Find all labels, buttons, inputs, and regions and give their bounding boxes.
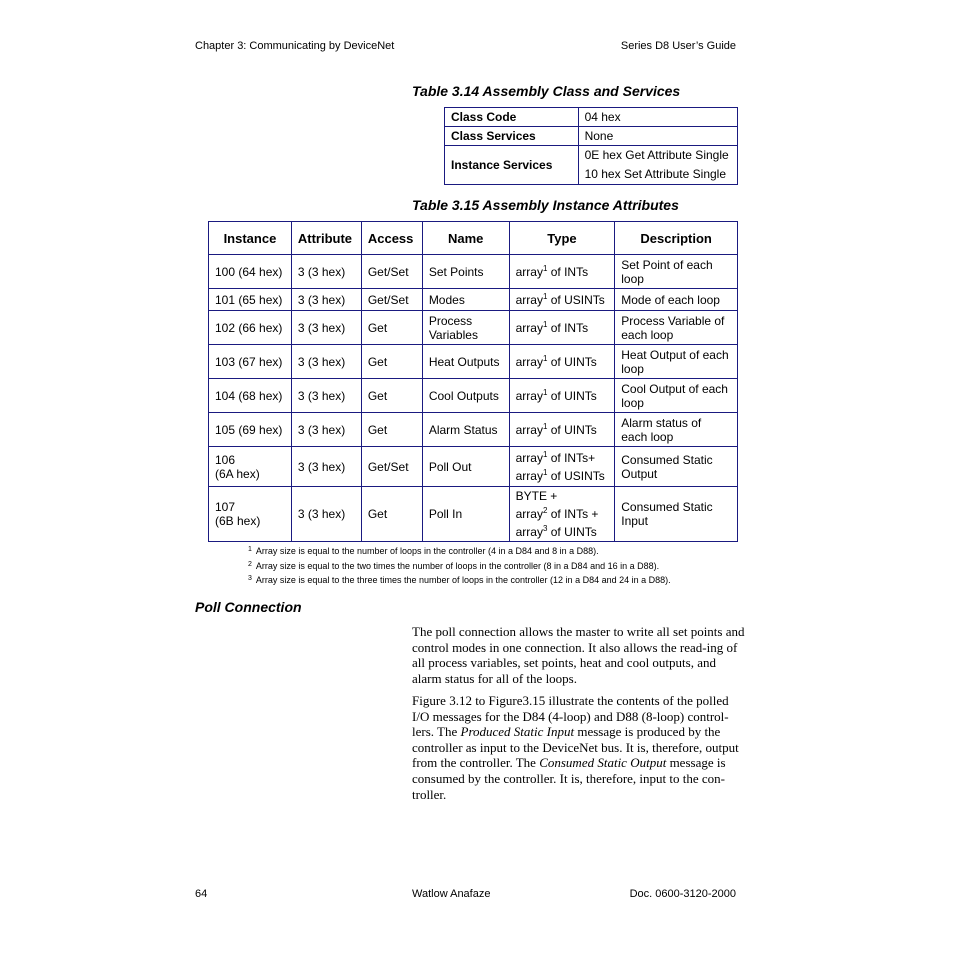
footer-doc-number: Doc. 0600-3120-2000 [629,888,736,900]
description-cell [615,255,738,289]
type-base: array [515,292,543,307]
description-cell-line: Consumed Static [621,452,713,467]
table-3-15-caption: Table 3.15 Assembly Instance Attributes [412,197,679,213]
instance-cell-line: (6B hex) [215,514,261,528]
type-base: array [515,264,543,279]
footnote-text: Array size is equal to the two times the number of loops in the controller (8 in a D84 and 16 in a D88). [255,561,660,571]
access-cell: Get [361,345,422,379]
footnote-1 [248,546,599,556]
table-row [209,255,738,289]
access-cell: Get [361,379,422,413]
table-row [209,447,738,487]
type-line [516,291,609,309]
type-line [516,387,609,405]
instance-service-item: 10 hex Set Attribute Single [584,167,727,181]
description-cell [615,311,738,345]
footnote-ref: 1 [542,319,548,329]
instance-cell [209,255,292,289]
col-header-type: Type [509,222,615,255]
type-cell [509,379,615,413]
name-cell [422,487,509,542]
instance-cell [209,413,292,447]
instance-cell-line: 104 (68 hex) [215,388,283,403]
footnote-text: Array size is equal to the three times the number of loops in the controller (12 in a D84 and 24 in a D88). [255,575,671,585]
access-cell: Get [361,487,422,542]
type-line [516,467,609,485]
type-base: BYTE + [515,489,558,503]
footnote-mark: 1 [248,546,252,553]
instance-cell [209,447,292,487]
type-element: of UINTs [547,422,597,437]
footnote-text: Array size is equal to the number of loops in the controller (4 in a D84 and 8 in a D88). [255,546,599,556]
type-base: array [515,388,543,403]
name-cell-line: Poll In [428,507,463,521]
access-cell: Get/Set [361,447,422,487]
description-cell-line: Mode of each loop [621,292,720,307]
type-element: of UINTs [547,354,597,369]
instance-services-label: Instance Services [445,146,579,185]
description-cell [615,413,738,447]
footnote-ref: 1 [542,387,548,397]
paragraph-poll-connection: The poll connection allows the master to write all set points and control modes in one connection. It also allows the read-ing of all process variables, set points, heat and cool outputs, and alarm status for all of the loops. [412,624,745,686]
attribute-cell: 3 (3 hex) [291,447,361,487]
table-3-14-caption: Table 3.14 Assembly Class and Services [412,83,681,99]
footnote-ref: 1 [542,291,548,301]
table-row [209,379,738,413]
description-cell-line: Alarm status of [621,415,702,430]
assembly-class-table [444,107,738,185]
table-header-row [209,222,738,255]
col-header-instance: Instance [209,222,292,255]
type-element: of UINTs [547,525,597,539]
attribute-cell: 3 (3 hex) [291,379,361,413]
instance-cell [209,311,292,345]
footnote-3 [248,575,671,585]
instance-cell-line: 101 (65 hex) [215,292,283,307]
footnote-ref: 3 [542,524,548,533]
attribute-cell: 3 (3 hex) [291,413,361,447]
page-number: 64 [195,888,208,900]
type-line [516,487,609,505]
type-base: array [515,525,543,539]
type-base: array [515,320,543,335]
name-cell-line: Cool Outputs [428,388,499,403]
table-row [209,289,738,311]
instance-cell [209,289,292,311]
table-row [209,413,738,447]
paragraph-text: message is consumed by the controller. It is, therefore, input to the con-troller. [412,755,726,802]
description-cell-line: each loop [621,429,674,444]
type-element: of USINTs [547,468,605,483]
type-element: of INTs+ [547,450,596,465]
attribute-cell: 3 (3 hex) [291,289,361,311]
class-code-label: Class Code [445,108,579,127]
paragraph-text: Figure 3.12 to Figure3.15 illustrate the contents of the polled I/O messages for the D84 (4-loop) and D88 (8-loop) control-lers. The [412,693,729,740]
type-element: of USINTs [547,292,605,307]
name-cell-line: Modes [428,292,465,307]
name-cell [422,379,509,413]
footnote-2 [248,561,659,571]
col-header-access: Access [361,222,422,255]
footer-company: Watlow Anafaze [412,888,491,900]
produced-static-input-term: Produced Static Input [460,724,575,740]
access-cell: Get [361,311,422,345]
description-cell-line: loop [621,271,644,286]
type-line [516,319,609,337]
name-cell-line: Process [428,313,473,328]
paragraph-text: message is produced by the controller as input to the DeviceNet bus. It is, therefore, output from the controller. The [412,724,739,771]
footnote-mark: 3 [248,575,252,582]
table-row [445,127,738,146]
instance-cell [209,345,292,379]
type-cell [509,289,615,311]
type-cell [509,345,615,379]
table-row [209,311,738,345]
name-cell-line: Heat Outputs [428,354,500,369]
instance-cell-line: 102 (66 hex) [215,320,283,335]
access-cell: Get/Set [361,289,422,311]
type-element: of UINTs [547,388,597,403]
description-cell-line: each loop [621,327,674,342]
description-cell [615,345,738,379]
description-cell-line: Output [621,466,658,481]
type-line [516,263,609,281]
class-code-value: 04 hex [578,108,737,127]
footnote-ref: 1 [542,467,548,477]
name-cell [422,311,509,345]
attribute-cell: 3 (3 hex) [291,311,361,345]
type-line [516,353,609,371]
type-base: array [515,422,543,437]
type-cell [509,311,615,345]
type-element: of INTs + [547,507,599,521]
description-cell-line: Process Variable of [621,313,725,328]
name-cell-line: Set Points [428,264,484,279]
description-cell-line: Heat Output of each [621,347,729,362]
instance-cell-line: 105 (69 hex) [215,422,283,437]
col-header-description: Description [615,222,738,255]
name-cell [422,289,509,311]
type-cell [509,487,615,542]
footnote-ref: 1 [542,263,548,273]
instance-cell-line: 107 [215,500,236,514]
table-row [209,487,738,542]
col-header-name: Name [422,222,509,255]
description-cell [615,487,738,542]
attribute-cell: 3 (3 hex) [291,255,361,289]
footnote-ref: 1 [542,353,548,363]
type-cell [509,255,615,289]
description-cell-line: Set Point of each [621,257,713,272]
type-cell [509,447,615,487]
instance-cell-line: 103 (67 hex) [215,354,283,369]
type-base: array [515,507,543,521]
footnote-mark: 2 [248,561,252,568]
name-cell [422,447,509,487]
type-base: array [515,354,543,369]
instance-cell [209,487,292,542]
type-element: of INTs [547,320,589,335]
instance-services-value [578,146,737,185]
description-cell-line: loop [621,361,644,376]
instance-cell [209,379,292,413]
access-cell: Get/Set [361,255,422,289]
header-chapter: Chapter 3: Communicating by DeviceNet [195,40,395,52]
type-line [516,421,609,439]
paragraph-polled-messages [412,693,746,802]
access-cell: Get [361,413,422,447]
table-row [209,345,738,379]
description-cell-line: loop [621,395,644,410]
table-row [445,108,738,127]
attribute-cell: 3 (3 hex) [291,345,361,379]
attribute-cell: 3 (3 hex) [291,487,361,542]
type-cell [509,413,615,447]
description-cell-line: Input [621,514,648,528]
description-cell [615,379,738,413]
instance-cell-line: 100 (64 hex) [215,264,283,279]
type-element: of INTs [547,264,589,279]
footnote-ref: 2 [542,506,548,515]
class-services-label: Class Services [445,127,579,146]
name-cell-line: Alarm Status [428,422,498,437]
description-cell-line: Cool Output of each [621,381,728,396]
type-base: array [515,468,543,483]
footnote-ref: 1 [542,449,548,459]
consumed-static-output-term: Consumed Static Output [539,755,667,771]
type-base: array [515,450,543,465]
description-cell [615,447,738,487]
name-cell-line: Variables [428,327,478,342]
class-services-value: None [578,127,737,146]
name-cell-line: Poll Out [428,459,472,474]
name-cell [422,255,509,289]
table-row [445,146,738,185]
assembly-instance-table [208,221,738,542]
section-title: Poll Connection [195,599,302,615]
instance-cell-line: (6A hex) [215,466,260,481]
type-line [516,449,609,467]
description-cell-line: Consumed Static [621,500,713,514]
description-cell [615,289,738,311]
type-line [516,505,609,523]
footnote-ref: 1 [542,421,548,431]
col-header-attribute: Attribute [291,222,361,255]
type-line [516,523,609,541]
name-cell [422,413,509,447]
name-cell [422,345,509,379]
instance-cell-line: 106 [215,452,236,467]
instance-service-item: 0E hex Get Attribute Single [584,148,729,162]
header-guide-title: Series D8 User’s Guide [620,40,736,52]
